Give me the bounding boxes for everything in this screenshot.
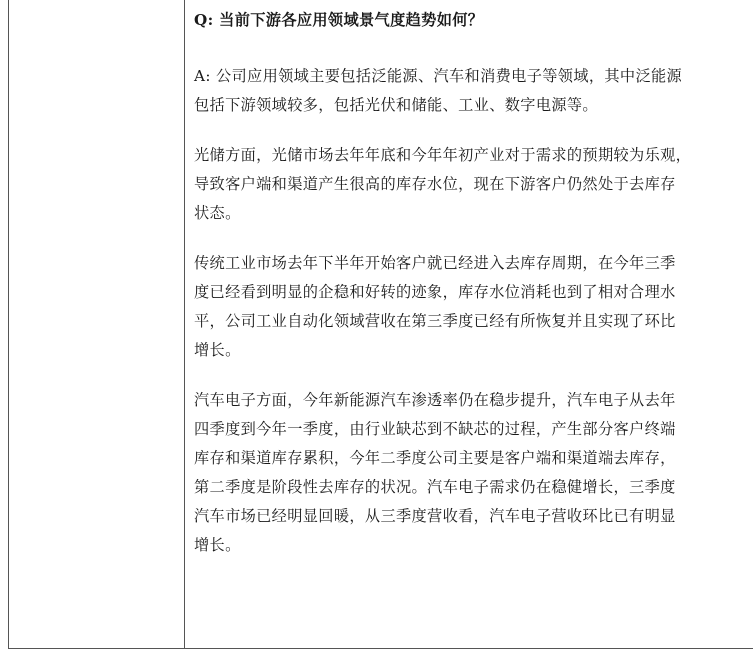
- table-left-cell: [9, 0, 184, 648]
- question-heading: Q: 当前下游各应用领域景气度趋势如何？: [194, 11, 484, 29]
- answer-content: [194, 6, 753, 560]
- qa-table: [8, 0, 753, 649]
- text-line: 汽车市场已经明显回暖，从三季度营收看，汽车电子营收环比已有明显: [194, 507, 676, 525]
- text-line: A: 公司应用领域主要包括泛能源、汽车和消费电子等领域，其中泛能源: [194, 67, 683, 85]
- text-line: 包括下游领域较多，包括光伏和储能、工业、数字电源等。: [194, 96, 598, 114]
- text-line: 四季度到今年一季度，由行业缺芯到不缺芯的过程，产生部分客户终端: [194, 420, 676, 438]
- text-line: 光储方面，光储市场去年年底和今年年初产业对于需求的预期较为乐观，: [194, 146, 692, 164]
- text-line: 平，公司工业自动化领域营收在第三季度已经有所恢复并且实现了环比: [194, 312, 676, 330]
- text-line: 度已经看到明显的企稳和好转的迹象，库存水位消耗也到了相对合理水: [194, 283, 676, 301]
- automotive-paragraph: [194, 386, 753, 560]
- text-line: 状态。: [194, 204, 241, 222]
- text-line: 增长。: [194, 536, 241, 554]
- text-line: 库存和渠道库存累积，今年二季度公司主要是客户端和渠道端去库存，: [194, 449, 676, 467]
- text-line: 增长。: [194, 341, 241, 359]
- text-line: 导致客户端和渠道产生很高的库存水位，现在下游客户仍然处于去库存: [194, 175, 676, 193]
- industrial-paragraph: [194, 249, 753, 365]
- text-line: 第二季度是阶段性去库存的状况。汽车电子需求仍在稳健增长，三季度: [194, 478, 676, 496]
- table-right-cell: [185, 0, 753, 648]
- solar-storage-paragraph: [194, 141, 753, 228]
- text-line: 汽车电子方面，今年新能源汽车渗透率仍在稳步提升，汽车电子从去年: [194, 391, 676, 409]
- text-line: 传统工业市场去年下半年开始客户就已经进入去库存周期，在今年三季: [194, 254, 676, 272]
- answer-paragraph: [194, 62, 753, 120]
